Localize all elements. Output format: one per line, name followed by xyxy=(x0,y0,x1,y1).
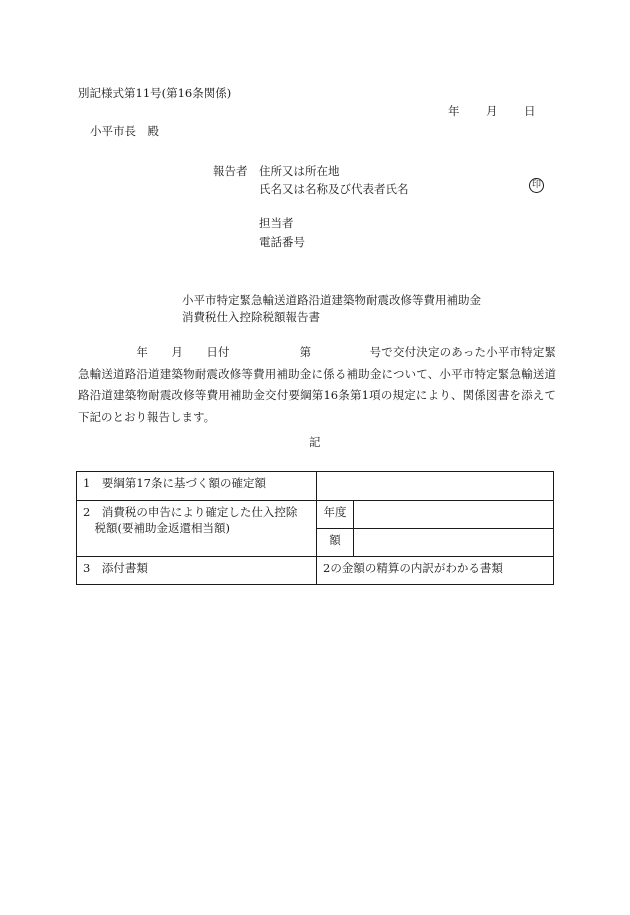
date-month: 月 xyxy=(486,104,498,118)
date-day: 日 xyxy=(524,104,536,118)
row2-sub-year: 年度 xyxy=(317,501,354,529)
address-label: 住所又は所在地 xyxy=(259,164,340,179)
table-row xyxy=(77,557,554,585)
row3-value: 2の金額の精算の内訳がわかる書類 xyxy=(317,557,554,585)
ki-heading: 記 xyxy=(309,435,321,449)
row2-label-line1: 2 消費税の申告により確定した仕入控除 xyxy=(83,505,298,519)
date-line xyxy=(448,106,536,118)
row2-sub-amount: 額 xyxy=(317,529,354,557)
row2-year-value xyxy=(354,501,554,529)
date-year: 年 xyxy=(448,104,460,118)
addressee: 小平市長 殿 xyxy=(90,124,159,138)
table-row xyxy=(77,472,554,501)
seal-mark: 印 xyxy=(529,178,544,193)
row2-label xyxy=(77,501,317,557)
row2-amount-value xyxy=(354,529,554,557)
reporter-block xyxy=(213,163,409,199)
row1-label: 1 要綱第17条に基づく額の確定額 xyxy=(77,472,317,501)
document-title xyxy=(182,292,481,326)
name-label: 氏名又は名称及び代表者氏名 xyxy=(259,182,409,197)
contact-block xyxy=(259,218,305,256)
reporter-heading: 報告者 xyxy=(213,164,248,179)
form-number: 別記様式第11号(第16条関係) xyxy=(78,86,232,100)
title-line-1: 小平市特定緊急輸送道路沿道建築物耐震改修等費用補助金 xyxy=(182,293,481,307)
detail-table xyxy=(76,471,554,585)
row1-value xyxy=(317,472,554,501)
title-line-2: 消費税仕入控除税額報告書 xyxy=(182,310,320,324)
body-paragraph: 年 月 日付 第 号で交付決定のあった小平市特定緊急輸送道路沿道建築物耐震改修等費用補助金に係る補助金について、小平市特定緊急輸送道路沿道建築物耐震改修等費用補助金交付要綱第16条第1項の規定により、関係図書を添えて下記のとおり報告します。 xyxy=(78,345,556,424)
table-row xyxy=(77,501,554,529)
row3-label: 3 添付書類 xyxy=(77,557,317,585)
phone-label: 電話番号 xyxy=(259,235,305,249)
person-in-charge-label: 担当者 xyxy=(259,216,294,230)
row2-label-line2: 税額(要補助金返還相当額) xyxy=(83,521,230,535)
